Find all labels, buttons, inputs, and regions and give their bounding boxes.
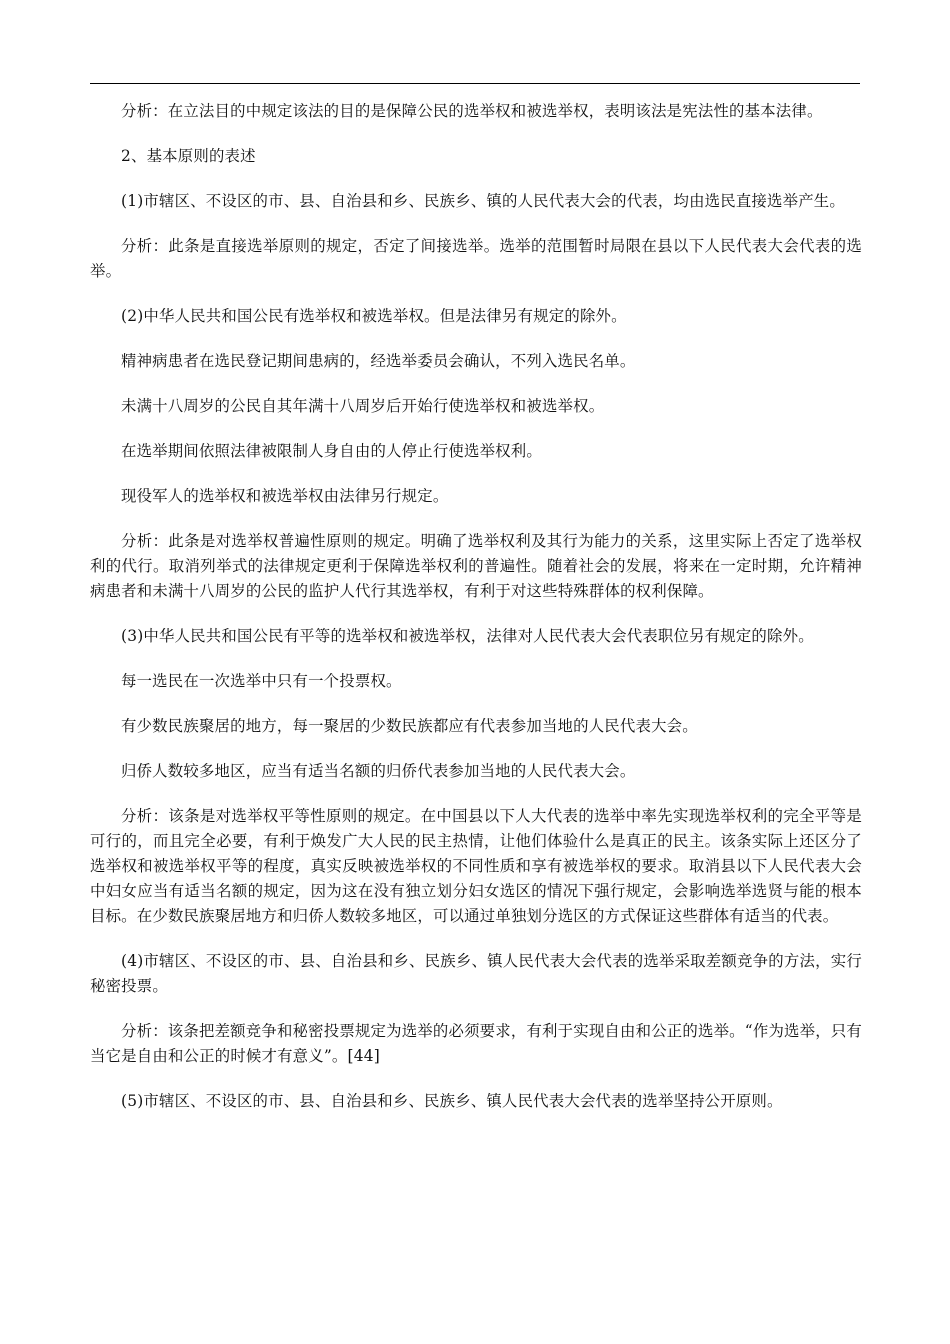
paragraph-returned-overseas: 归侨人数较多地区，应当有适当名额的归侨代表参加当地的人民代表大会。: [121, 762, 636, 780]
section-heading-basic-principles: 2、基本原则的表述: [121, 147, 256, 165]
paragraph-principle-3: (3)中华人民共和国公民有平等的选举权和被选举权，法律对人民代表大会代表职位另有规定的除外。: [121, 627, 814, 645]
paragraph-principle-1: (1)市辖区、不设区的市、县、自治县和乡、民族乡、镇的人民代表大会的代表，均由选民直接选举产生。: [121, 192, 845, 210]
paragraph-one-vote: 每一选民在一次选举中只有一个投票权。: [121, 672, 402, 690]
paragraph-principle-4: (4)市辖区、不设区的市、县、自治县和乡、民族乡、镇人民代表大会代表的选举采取差额竞争的方法，实行秘密投票。: [90, 952, 862, 995]
document-body: [90, 99, 862, 1134]
header-rule: [90, 83, 860, 84]
paragraph-analysis-equality: 分析：该条是对选举权平等性原则的规定。在中国县以下人大代表的选举中率先实现选举权利的完全平等是可行的，而且完全必要，有利于焕发广大人民的民主热情，让他们体验什么是真正的民主。该条实际上还区分了选举权和被选举权平等的程度，真实反映被选举权的不同性质和享有被选举权的要求。取消县以下人民代表大会中妇女应当有适当名额的规定，因为这在没有独立划分妇女选区的情况下强行规定，会影响选举选贤与能的根本目标。在少数民族聚居地方和归侨人数较多地区，可以通过单独划分选区的方式保证这些群体有适当的代表。: [90, 807, 862, 925]
paragraph-analysis-purpose: 分析：在立法目的中规定该法的目的是保障公民的选举权和被选举权，表明该法是宪法性的基本法律。: [121, 102, 823, 120]
paragraph-analysis-direct-election: 分析：此条是直接选举原则的规定，否定了间接选举。选举的范围暂时局限在县以下人民代表大会代表的选举。: [90, 237, 862, 280]
paragraph-principle-5: (5)市辖区、不设区的市、县、自治县和乡、民族乡、镇人民代表大会代表的选举坚持公开原则。: [121, 1092, 783, 1110]
paragraph-ethnic-minorities: 有少数民族聚居的地方，每一聚居的少数民族都应有代表参加当地的人民代表大会。: [121, 717, 698, 735]
paragraph-military: 现役军人的选举权和被选举权由法律另行规定。: [121, 487, 449, 505]
paragraph-principle-2: (2)中华人民共和国公民有选举权和被选举权。但是法律另有规定的除外。: [121, 307, 627, 325]
paragraph-analysis-secret-ballot: 分析：该条把差额竞争和秘密投票规定为选举的必须要求，有利于实现自由和公正的选举。“作为选举，只有当它是自由和公正的时候才有意义”。[44]: [90, 1022, 862, 1065]
paragraph-under-eighteen: 未满十八周岁的公民自其年满十八周岁后开始行使选举权和被选举权。: [121, 397, 605, 415]
paragraph-restricted-freedom: 在选举期间依照法律被限制人身自由的人停止行使选举权利。: [121, 442, 542, 460]
paragraph-mental-illness: 精神病患者在选民登记期间患病的，经选举委员会确认，不列入选民名单。: [121, 352, 636, 370]
paragraph-analysis-universality: 分析：此条是对选举权普遍性原则的规定。明确了选举权利及其行为能力的关系，这里实际上否定了选举权利的代行。取消列举式的法律规定更利于保障选举权利的普遍性。随着社会的发展，将来在一定时期，允许精神病患者和未满十八周岁的公民的监护人代行其选举权，有利于对这些特殊群体的权利保障。: [90, 532, 862, 600]
